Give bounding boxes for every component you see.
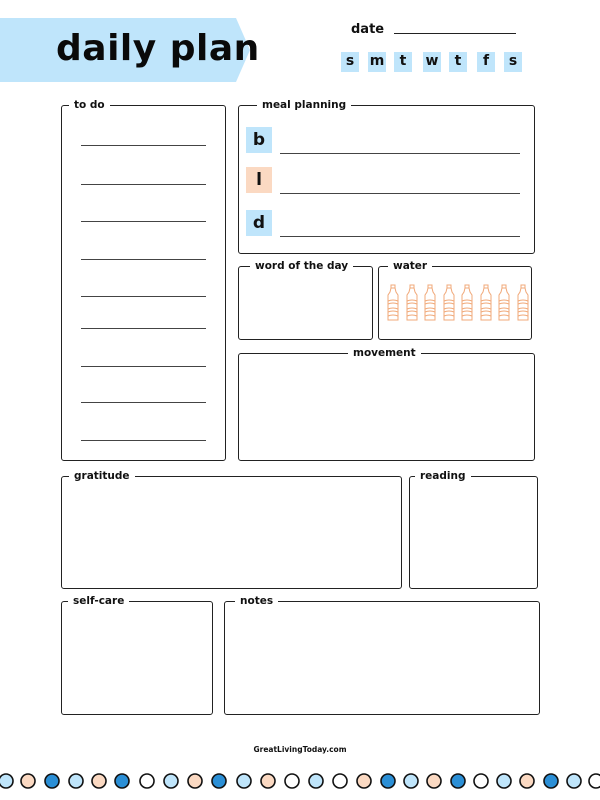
movement-label: movement: [348, 345, 421, 361]
todo-box: [61, 99, 226, 461]
word-of-the-day-box[interactable]: [238, 260, 373, 340]
footer-website[interactable]: GreatLivingToday.com: [253, 745, 347, 754]
day-sunday[interactable]: s: [341, 52, 359, 72]
meal-breakfast-line[interactable]: [280, 153, 520, 154]
water-bottle-icon[interactable]: [479, 284, 493, 322]
notes-label: notes: [235, 593, 278, 609]
meal-lunch-line[interactable]: [280, 193, 520, 194]
meal-dinner-tag: d: [246, 210, 272, 236]
reading-label: reading: [415, 468, 471, 484]
page-title: daily plan: [56, 28, 260, 69]
word-of-the-day-label: word of the day: [250, 258, 353, 274]
todo-line[interactable]: [81, 145, 206, 146]
todo-line[interactable]: [81, 440, 206, 441]
meal-breakfast-tag: b: [246, 127, 272, 153]
water-bottle-icon[interactable]: [442, 284, 456, 322]
todo-line[interactable]: [81, 328, 206, 329]
todo-line[interactable]: [81, 296, 206, 297]
todo-line[interactable]: [81, 402, 206, 403]
water-bottle-icon[interactable]: [405, 284, 419, 322]
day-monday[interactable]: m: [368, 52, 386, 72]
todo-label: to do: [69, 97, 110, 113]
reading-box[interactable]: [409, 470, 538, 589]
water-bottle-icon[interactable]: [497, 284, 511, 322]
meal-lunch-tag: l: [246, 167, 272, 193]
water-bottle-icon[interactable]: [516, 284, 530, 322]
day-wednesday[interactable]: w: [423, 52, 441, 72]
day-friday[interactable]: f: [477, 52, 495, 72]
water-bottle-icon[interactable]: [386, 284, 400, 322]
date-label: date: [351, 22, 385, 37]
water-bottle-icon[interactable]: [423, 284, 437, 322]
dots-row: [0, 774, 600, 788]
meal-dinner-line[interactable]: [280, 236, 520, 237]
water-label: water: [388, 258, 432, 274]
movement-box[interactable]: [238, 347, 535, 461]
gratitude-box[interactable]: [61, 470, 402, 589]
self-care-box[interactable]: [61, 595, 213, 715]
day-thursday[interactable]: t: [449, 52, 467, 72]
day-saturday[interactable]: s: [504, 52, 522, 72]
decorative-dot-border: [0, 764, 600, 800]
todo-line[interactable]: [81, 366, 206, 367]
meal-planning-label: meal planning: [257, 97, 351, 113]
day-tuesday[interactable]: t: [394, 52, 412, 72]
todo-line[interactable]: [81, 259, 206, 260]
todo-line[interactable]: [81, 221, 206, 222]
gratitude-label: gratitude: [69, 468, 135, 484]
notes-box[interactable]: [224, 595, 540, 715]
self-care-label: self-care: [68, 593, 129, 609]
date-line[interactable]: [394, 33, 516, 34]
todo-line[interactable]: [81, 184, 206, 185]
water-bottle-icon[interactable]: [460, 284, 474, 322]
meal-planning-box: [238, 99, 535, 254]
